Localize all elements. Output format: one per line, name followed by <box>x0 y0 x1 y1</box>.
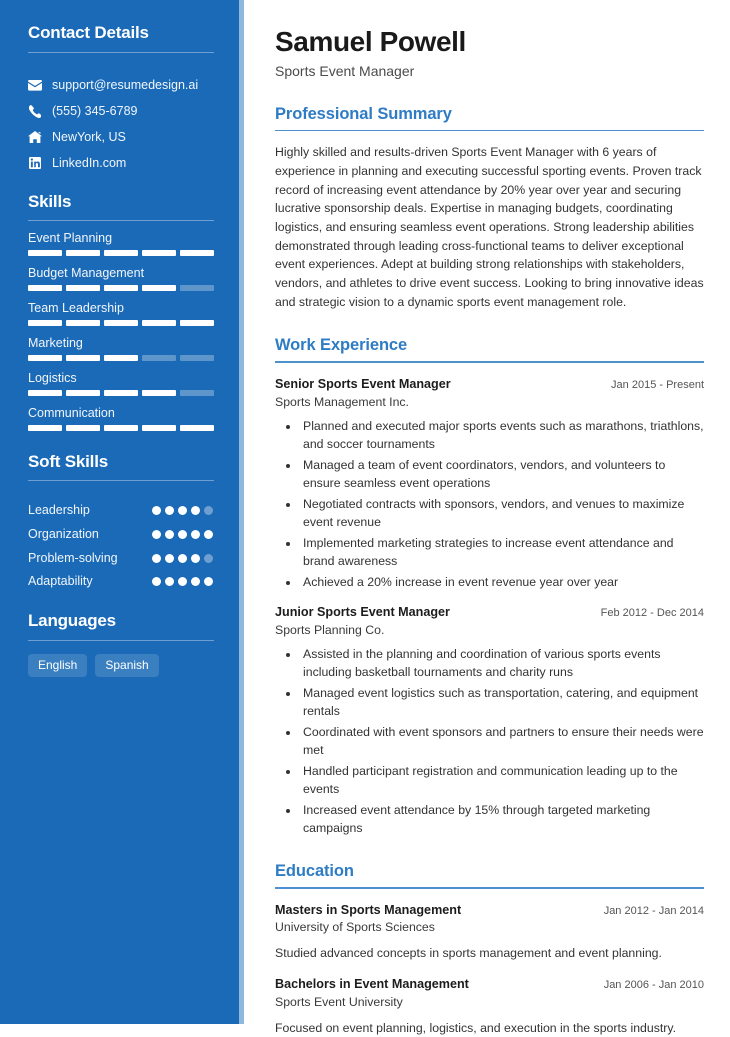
list-item: • Increased event attendance by 15% through targeted marketing campaigns <box>300 801 704 837</box>
skills-list <box>28 230 214 430</box>
work-experience-divider <box>275 361 704 363</box>
skill-bar-segment <box>142 390 176 396</box>
contact-item-text: (555) 345-6789 <box>52 103 138 118</box>
work-entry-bullets <box>275 645 704 838</box>
skill-bar-segment <box>28 390 62 396</box>
list-item: • Managed a team of event coordinators, vendors, and volunteers to ensure seamless event operations <box>300 456 704 492</box>
soft-skill-label: Leadership <box>28 503 90 518</box>
work-entry-date: Feb 2012 - Dec 2014 <box>600 607 704 620</box>
skill-bar-segment <box>66 320 100 326</box>
rating-dot <box>152 577 161 586</box>
rating-dot <box>204 530 213 539</box>
skill-bar-segment <box>104 355 138 361</box>
skill-bar-segment <box>28 355 62 361</box>
soft-skill-rating-dots <box>152 551 214 563</box>
education-entry-date: Jan 2012 - Jan 2014 <box>603 904 704 917</box>
rating-dot <box>204 554 213 563</box>
skill-level-bar <box>28 355 214 361</box>
education-entry-description: Studied advanced concepts in sports management and event planning. <box>275 946 662 961</box>
language-chip[interactable]: Spanish <box>95 654 158 677</box>
skill-bar-segment <box>142 285 176 291</box>
skill-bar-segment <box>142 250 176 256</box>
language-chip-list <box>28 654 214 677</box>
rating-dot <box>152 506 161 515</box>
linkedin-icon <box>28 157 42 169</box>
contact-item[interactable] <box>28 78 214 93</box>
skills-divider <box>28 220 214 221</box>
education-divider <box>275 887 704 889</box>
skill-label: Communication <box>28 405 115 420</box>
contact-list <box>28 78 214 171</box>
soft-skill-rating-dots <box>152 574 214 586</box>
soft-skill-item <box>28 574 214 590</box>
main-content <box>244 0 730 1035</box>
list-item: • Achieved a 20% increase in event revenue year over year <box>300 573 704 591</box>
skill-item <box>28 265 214 291</box>
work-experience-list <box>275 377 704 838</box>
sidebar <box>0 0 244 1024</box>
rating-dot <box>191 530 200 539</box>
contact-item[interactable] <box>28 130 214 145</box>
skill-label: Budget Management <box>28 266 145 281</box>
languages-heading: Languages <box>28 610 116 630</box>
skill-level-bar <box>28 250 214 256</box>
education-entry <box>275 977 704 1037</box>
rating-dot <box>165 506 174 515</box>
skill-bar-segment <box>104 425 138 431</box>
soft-skill-rating-dots <box>152 527 214 539</box>
contact-item-text: support@resumedesign.ai <box>52 77 199 92</box>
professional-summary-divider <box>275 130 704 132</box>
skill-bar-segment <box>66 390 100 396</box>
work-entry <box>275 605 704 837</box>
work-entry-title: Senior Sports Event Manager <box>275 376 451 391</box>
professional-summary-section <box>275 105 704 311</box>
skill-label: Marketing <box>28 336 83 350</box>
rating-dot <box>191 506 200 515</box>
rating-dot <box>152 554 161 563</box>
rating-dot <box>178 577 187 586</box>
skill-bar-segment <box>66 425 100 431</box>
language-chip[interactable]: English <box>28 654 87 677</box>
rating-dot <box>165 530 174 539</box>
skills-heading: Skills <box>28 191 72 211</box>
contact-details-heading: Contact Details <box>28 23 149 42</box>
work-entry-date: Jan 2015 - Present <box>611 378 704 391</box>
home-icon <box>28 131 42 143</box>
skill-bar-segment <box>104 285 138 291</box>
contact-details-section <box>28 24 214 171</box>
work-entry-company: Sports Management Inc. <box>275 394 409 409</box>
skill-bar-segment <box>142 355 176 361</box>
envelope-icon <box>28 80 42 91</box>
skill-bar-segment <box>28 285 62 291</box>
languages-section <box>28 612 214 677</box>
soft-skill-rating-dots <box>152 503 214 515</box>
skill-label: Team Leadership <box>28 301 124 316</box>
rating-dot <box>204 506 213 515</box>
skill-level-bar <box>28 285 214 291</box>
skills-section <box>28 193 214 431</box>
work-entry-bullets <box>275 417 704 592</box>
education-entry-school: Sports Event University <box>275 994 403 1009</box>
soft-skills-list <box>28 503 214 590</box>
soft-skill-label: Organization <box>28 526 99 541</box>
rating-dot <box>191 554 200 563</box>
professional-summary-text: Highly skilled and results-driven Sports Event Manager with 6 years of experience in planning and executing successful sporting events. Proven track record of increasing event attendance by 20% year over year and securing lucrative sponsorship deals. Expertise in managing budgets, coordinating logistics, and ensuring seamless event operations. Strong leadership abilities demonstrated through leading cross-functional teams to deliver exceptional event experiences. Adept at building strong relationships with stakeholders, vendors, and athletes to drive event success. Looking to bring innovative ideas and strategic vision to a dynamic sports event management role. <box>275 145 704 309</box>
rating-dot <box>152 530 161 539</box>
job-role-subtitle: Sports Event Manager <box>275 63 415 80</box>
skill-bar-segment <box>104 250 138 256</box>
skill-bar-segment <box>180 390 214 396</box>
list-item: • Implemented marketing strategies to increase event attendance and brand awareness <box>300 534 704 570</box>
skill-label: Event Planning <box>28 231 113 246</box>
skill-bar-segment <box>66 355 100 361</box>
education-entry-school: University of Sports Sciences <box>275 920 435 935</box>
soft-skills-heading: Soft Skills <box>28 451 108 471</box>
work-experience-section <box>275 336 704 837</box>
professional-summary-heading: Professional Summary <box>275 104 452 123</box>
skill-bar-segment <box>28 250 62 256</box>
contact-item[interactable] <box>28 156 214 171</box>
skill-bar-segment <box>104 320 138 326</box>
list-item: • Planned and executed major sports events such as marathons, triathlons, and soccer tournaments <box>300 417 704 453</box>
work-entry-header <box>275 377 704 393</box>
rating-dot <box>178 554 187 563</box>
rating-dot <box>165 577 174 586</box>
list-item: • Coordinated with event sponsors and partners to ensure their needs were met <box>300 723 704 759</box>
soft-skills-section <box>28 453 214 590</box>
work-entry-title: Junior Sports Event Manager <box>275 605 450 620</box>
soft-skill-item <box>28 551 214 567</box>
soft-skill-item <box>28 527 214 543</box>
skill-item <box>28 230 214 256</box>
list-item: • Managed event logistics such as transportation, catering, and equipment rentals <box>300 684 704 720</box>
skill-bar-segment <box>180 250 214 256</box>
rating-dot <box>178 530 187 539</box>
skill-item <box>28 335 214 361</box>
contact-item-text: NewYork, US <box>52 129 126 144</box>
skill-level-bar <box>28 390 214 396</box>
rating-dot <box>165 554 174 563</box>
soft-skill-item <box>28 503 214 519</box>
skill-bar-segment <box>28 320 62 326</box>
skill-item <box>28 300 214 326</box>
education-section <box>275 862 704 1037</box>
languages-divider <box>28 640 214 641</box>
contact-item[interactable] <box>28 104 214 119</box>
skill-item <box>28 370 214 396</box>
contact-item-text: LinkedIn.com <box>52 155 127 170</box>
work-experience-heading: Work Experience <box>275 336 408 355</box>
work-entry-company: Sports Planning Co. <box>275 622 385 637</box>
education-entry-header <box>275 977 704 993</box>
skill-bar-segment <box>28 425 62 431</box>
soft-skill-label: Adaptability <box>28 574 93 589</box>
education-entry-degree: Bachelors in Event Management <box>275 976 469 991</box>
skill-bar-segment <box>180 320 214 326</box>
rating-dot <box>178 506 187 515</box>
education-list <box>275 903 704 1037</box>
education-entry-header <box>275 903 704 919</box>
skill-level-bar <box>28 425 214 431</box>
list-item: • Negotiated contracts with sponsors, vendors, and venues to maximize event revenue <box>300 495 704 531</box>
skill-bar-segment <box>142 425 176 431</box>
education-entry <box>275 903 704 963</box>
page-title: Samuel Powell <box>275 26 466 57</box>
education-entry-date: Jan 2006 - Jan 2010 <box>603 978 704 991</box>
education-entry-degree: Masters in Sports Management <box>275 902 462 917</box>
skill-bar-segment <box>66 285 100 291</box>
skill-bar-segment <box>180 355 214 361</box>
skill-bar-segment <box>104 390 138 396</box>
skill-label: Logistics <box>28 370 77 385</box>
rating-dot <box>204 577 213 586</box>
skill-item <box>28 405 214 431</box>
skill-level-bar <box>28 320 214 326</box>
soft-skill-label: Problem-solving <box>28 550 118 565</box>
list-item: • Assisted in the planning and coordination of various sports events including basketball tournaments and charity runs <box>300 645 704 681</box>
rating-dot <box>191 577 200 586</box>
skill-bar-segment <box>180 285 214 291</box>
skill-bar-segment <box>180 425 214 431</box>
education-heading: Education <box>275 862 354 881</box>
skill-bar-segment <box>142 320 176 326</box>
education-entry-description: Focused on event planning, logistics, and execution in the sports industry. <box>275 1020 677 1035</box>
phone-icon <box>28 105 42 118</box>
skill-bar-segment <box>66 250 100 256</box>
list-item: • Handled participant registration and communication leading up to the events <box>300 762 704 798</box>
work-entry <box>275 377 704 591</box>
work-entry-header <box>275 605 704 621</box>
